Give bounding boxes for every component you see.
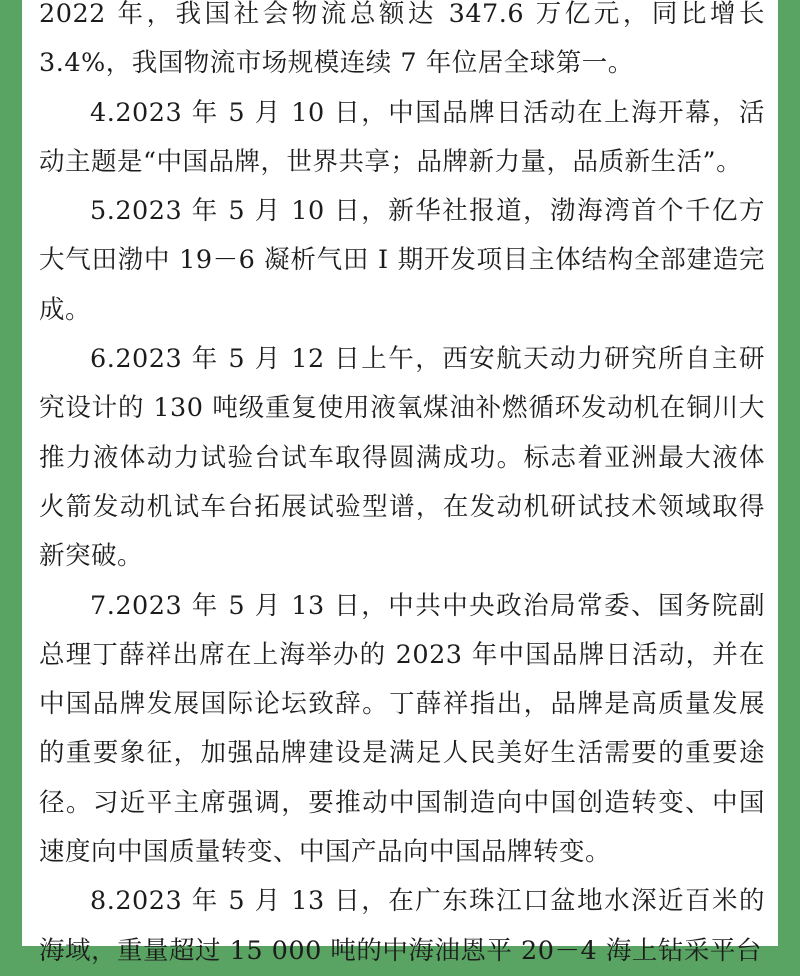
paragraph-logistics-continued: 2022 年，我国社会物流总额达 347.6 万亿元，同比增长 3.4%，我国物流市场规模连续 7 年位居全球第一。 (39, 0, 765, 79)
paragraph-item-8: 8.2023 年 5 月 13 日，在广东珠江口盆地水深近百米的海域，重量超过 15 000 吨的中海油恩平 20－4 海上钻采平台 (39, 886, 765, 966)
document-body (39, 0, 765, 976)
paragraph-item-4: 4.2023 年 5 月 10 日，中国品牌日活动在上海开幕，活动主题是“中国品牌，世界共享；品牌新力量，品质新生活”。 (39, 97, 765, 177)
document-page (22, 0, 778, 966)
paragraph-item-7: 7.2023 年 5 月 13 日，中共中央政治局常委、国务院副总理丁薛祥出席在上海举办的 2023 年中国品牌日活动，并在中国品牌发展国际论坛致辞。丁薛祥指出，品牌是高质量发展的重要象征，加强品牌建设是满足人民美好生活需要的重要途径。习近平主席强调，要推动中国制造向中国创造转变、中国速度向中国质量转变、中国产品向中国品牌转变。 (39, 590, 765, 868)
paragraph-item-6: 6.2023 年 5 月 12 日上午，西安航天动力研究所自主研究设计的 130 吨级重复使用液氧煤油补燃循环发动机在铜川大推力液体动力试验台试车取得圆满成功。标志着亚洲最大液体火箭发动机试车台拓展试验型谱，在发动机研试技术领域取得新突破。 (39, 344, 765, 572)
paragraph-item-5: 5.2023 年 5 月 10 日，新华社报道，渤海湾首个千亿方大气田渤中 19－6 凝析气田 Ⅰ 期开发项目主体结构全部建造完成。 (39, 196, 765, 325)
